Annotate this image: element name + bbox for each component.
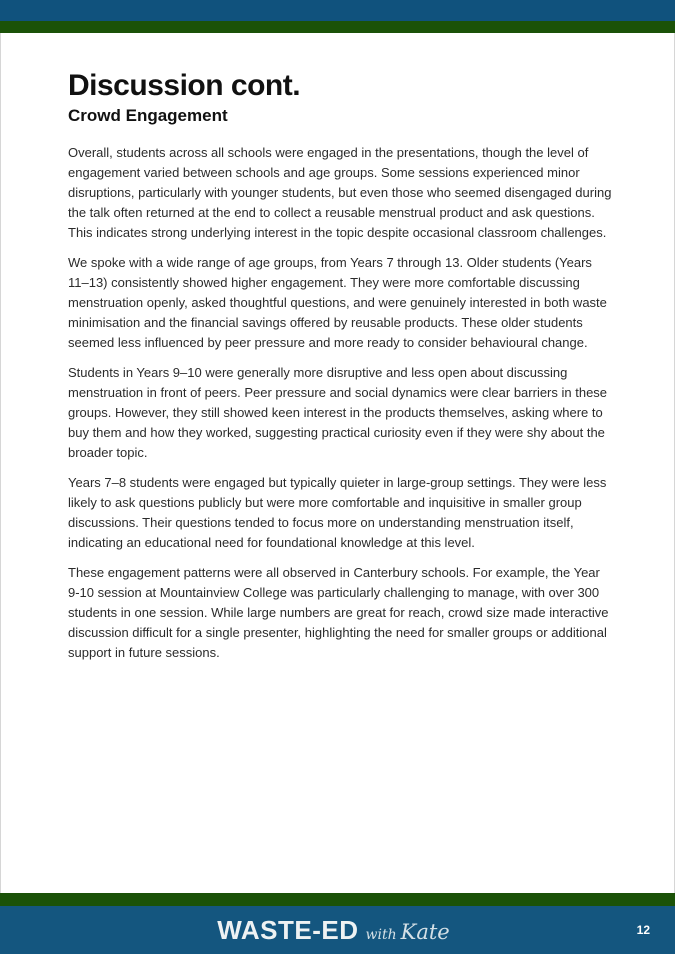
- brand-logo: [217, 915, 449, 946]
- paragraph-overall-engagement: Overall, students across all schools were engaged in the presentations, though the level of engagement varied between schools and age groups. Some sessions experienced minor disruptions, particularly with younger students, but even those who seemed disengaged during the talk often returned at the end to collect a reusable menstrual product and ask questions. This indicates strong underlying interest in the topic despite occasional classroom challenges.: [68, 145, 612, 240]
- bottom-green-bar: [0, 893, 675, 906]
- page-number: 12: [636, 923, 650, 937]
- body-text: [68, 143, 615, 663]
- paragraph-years-7-8: Years 7–8 students were engaged but typically quieter in large-group settings. They were less likely to ask questions publicly but were more comfortable and inquisitive in smaller group discussions. Their questions tended to focus more on understanding menstruation itself, indicating an educational need for foundational knowledge at this level.: [68, 475, 607, 550]
- brand-script-text: [366, 920, 450, 944]
- top-green-bar: [0, 21, 675, 33]
- paragraph-canterbury-example: These engagement patterns were all observed in Canterbury schools. For example, the Year 9-10 session at Mountainview College was particularly challenging to manage, with over 300 students in one session. While large numbers are great for reach, crowd size made interactive discussion difficult for a single presenter, highlighting the need for smaller groups or additional support in future sessions.: [68, 565, 609, 660]
- top-blue-bar: [0, 0, 675, 21]
- brand-script-name: Kate: [400, 919, 450, 944]
- page-content: [0, 33, 675, 673]
- brand-script-prefix: with: [365, 926, 397, 943]
- paragraph-years-9-10: Students in Years 9–10 were generally more disruptive and less open about discussing menstruation in front of peers. Peer pressure and social dynamics were clear barriers in these groups. However, they still showed keen interest in the products themselves, asking where to buy them and how they worked, suggesting practical curiosity even if they were shy about the broader topic.: [68, 365, 608, 460]
- footer-bar: [0, 906, 675, 954]
- brand-wordmark: WASTE-ED: [217, 914, 359, 945]
- section-heading: Crowd Engagement: [68, 106, 228, 125]
- paragraph-older-students: We spoke with a wide range of age groups, from Years 7 through 13. Older students (Years 11–13) consistently showed higher engagement. They were more comfortable discussing menstruation openly, asked thoughtful questions, and were genuinely interested in both waste minimisation and the financial savings offered by reusable products. These older students seemed less influenced by peer pressure and more ready to consider behavioural change.: [68, 255, 607, 350]
- page-title: Discussion cont.: [68, 69, 301, 102]
